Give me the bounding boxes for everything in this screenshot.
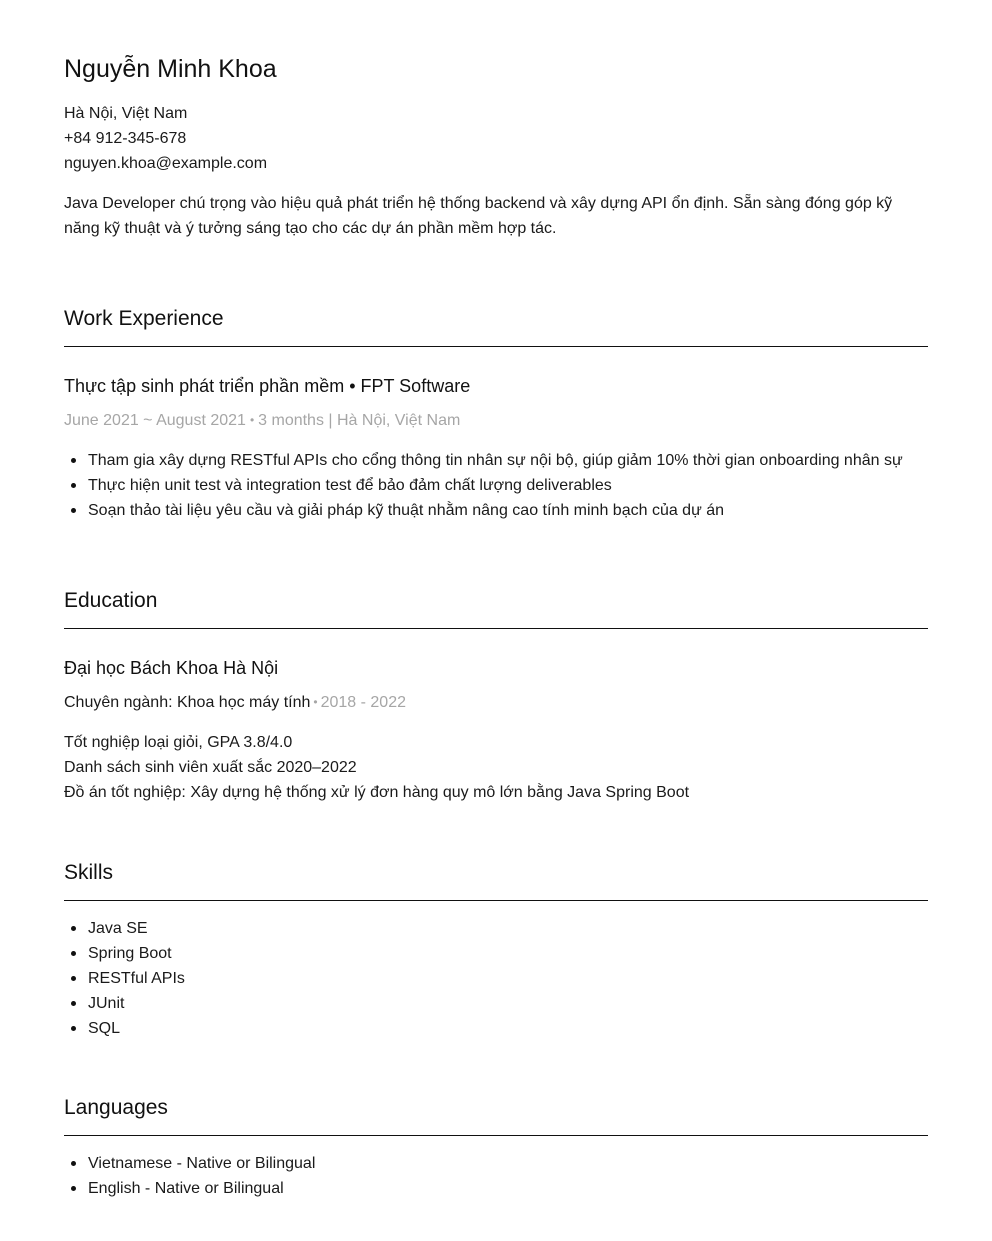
list-item-text: Soạn thảo tài liệu yêu cầu và giải pháp kỹ thuật nhằm nâng cao tính minh bạch của dự án (88, 502, 725, 519)
language-text: Vietnamese - Native or Bilingual (88, 1155, 316, 1172)
summary: Java Developer chú trọng vào hiệu quả phát triển hệ thống backend và xây dựng API ổn định. Sẵn sàng đóng góp kỹ năng kỹ thuật và ý tưởng sáng tạo cho các dự án phần mềm hợp tác. (64, 195, 893, 237)
bullet-icon (71, 458, 76, 463)
education-years: 2018 - 2022 (320, 694, 406, 711)
languages-section (64, 1093, 928, 1201)
bullet-icon (71, 976, 76, 981)
education-meta (64, 690, 928, 715)
major: Chuyên ngành: Khoa học máy tính (64, 694, 311, 711)
list-item-text: Tham gia xây dựng RESTful APIs cho cổng thông tin nhân sự nội bộ, giúp giảm 10% thời gian onboarding nhân sự (88, 452, 903, 469)
job-bullets (64, 448, 928, 523)
candidate-name: Nguyễn Minh Khoa (64, 55, 277, 83)
education-note: Đồ án tốt nghiệp: Xây dựng hệ thống xử lý đơn hàng quy mô lớn bằng Java Spring Boot (64, 784, 690, 801)
skill-item (64, 941, 928, 966)
list-item (64, 498, 928, 523)
job-dates: June 2021 ~ August 2021 (64, 412, 246, 429)
school-name: Đại học Bách Khoa Hà Nội (64, 658, 279, 678)
bullet-icon (71, 508, 76, 513)
education-notes (64, 730, 928, 805)
bullet-separator-icon: • (249, 413, 255, 427)
bullet-icon (71, 483, 76, 488)
email: nguyen.khoa@example.com (64, 155, 268, 172)
education-section (64, 586, 928, 805)
bullet-icon (71, 1161, 76, 1166)
language-item (64, 1176, 928, 1201)
skill-item (64, 966, 928, 991)
skill-text: JUnit (88, 995, 125, 1012)
skills-section (64, 858, 928, 1041)
skill-text: SQL (88, 1020, 121, 1037)
bullet-icon (71, 1186, 76, 1191)
bullet-icon (71, 926, 76, 931)
section-title-skills: Skills (64, 858, 928, 901)
language-item (64, 1151, 928, 1176)
list-item-text: Thực hiện unit test và integration test để bảo đảm chất lượng deliverables (88, 477, 612, 494)
skill-text: RESTful APIs (88, 970, 185, 987)
bullet-icon (71, 951, 76, 956)
job-title: Thực tập sinh phát triển phần mềm • FPT Software (64, 376, 471, 396)
education-note: Tốt nghiệp loại giỏi, GPA 3.8/4.0 (64, 734, 293, 751)
education-entry (64, 653, 928, 805)
work-entry (64, 371, 928, 523)
section-title-work: Work Experience (64, 304, 928, 347)
resume-header (64, 52, 928, 241)
section-title-languages: Languages (64, 1093, 928, 1136)
phone: +84 912-345-678 (64, 130, 187, 147)
skill-text: Spring Boot (88, 945, 172, 962)
skill-item (64, 991, 928, 1016)
skills-list (64, 916, 928, 1041)
skill-text: Java SE (88, 920, 148, 937)
list-item (64, 448, 928, 473)
languages-list (64, 1151, 928, 1201)
skill-item (64, 1016, 928, 1041)
job-meta (64, 408, 928, 433)
list-item (64, 473, 928, 498)
section-title-education: Education (64, 586, 928, 629)
job-duration-location: 3 months | Hà Nội, Việt Nam (258, 412, 461, 429)
bullet-icon (71, 1026, 76, 1031)
location: Hà Nội, Việt Nam (64, 105, 188, 122)
bullet-separator-icon: • (313, 695, 318, 709)
language-text: English - Native or Bilingual (88, 1180, 284, 1197)
education-note: Danh sách sinh viên xuất sắc 2020–2022 (64, 759, 357, 776)
bullet-icon (71, 1001, 76, 1006)
work-experience-section (64, 304, 928, 523)
skill-item (64, 916, 928, 941)
